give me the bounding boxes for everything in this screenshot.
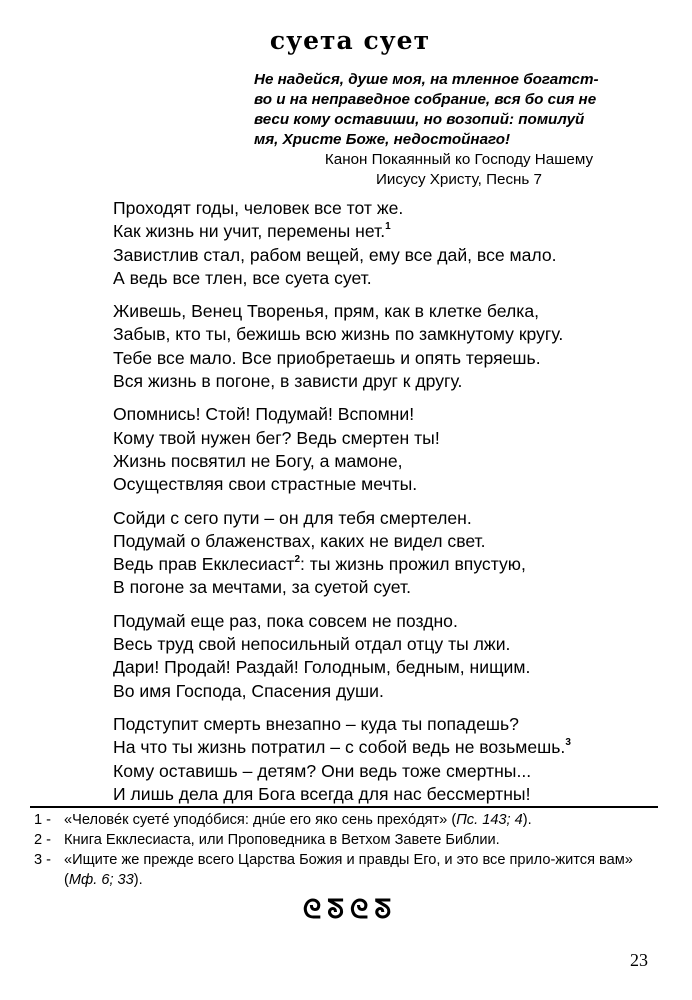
poem-line-text: Забыв, кто ты, бежишь всю жизнь по замкнутому кругу. <box>113 324 564 345</box>
poem-line-text: Жизнь посвятил не Богу, а мамоне, <box>113 450 403 471</box>
poem-line-text: Весь труд свой непосильный отдал отцу ты лжи. <box>113 634 511 655</box>
footnote-marker: 1 <box>385 221 391 233</box>
poem-line-text: Опомнись! Стой! Подумай! Вспомни! <box>113 404 415 425</box>
poem-line <box>113 244 633 267</box>
poem-line-text: Ведь прав Екклесиаст <box>113 554 295 575</box>
stanza <box>113 403 633 496</box>
poem-line-text: Завистлив стал, рабом вещей, ему все дай, все мало. <box>113 244 557 265</box>
poem-line <box>113 760 633 783</box>
footnote-body: Книга Екклесиаста, или Проповедника в Ветхом Завете Библии. <box>64 832 500 848</box>
poem-line <box>113 656 633 679</box>
poem-line <box>113 300 633 323</box>
poem-line <box>113 680 633 703</box>
footnote <box>34 810 664 830</box>
footnote <box>34 850 664 890</box>
poem-line-text: Кому оставишь – детям? Они ведь тоже смертны... <box>113 760 532 781</box>
footnotes <box>34 810 664 890</box>
poem-line-text: Тебе все мало. Все приобретаешь и опять теряешь. <box>113 347 541 368</box>
poem-line-text: Живешь, Венец Творенья, прям, как в клетке белка, <box>113 301 540 322</box>
footnote-text <box>64 850 664 890</box>
footnote-number: 1 - <box>34 812 52 828</box>
epigraph-source-line: Иисусу Христу, Песнь 7 <box>375 171 543 188</box>
footnote-number: 2 - <box>34 832 52 848</box>
poem-line <box>113 220 633 243</box>
poem-line <box>113 323 633 346</box>
poem-line <box>113 473 633 496</box>
poem-line <box>113 610 633 633</box>
poem-line-text: А ведь все тлен, все суета сует. <box>113 267 372 288</box>
footnote-text <box>64 810 664 830</box>
footnote-number: 3 - <box>34 852 52 868</box>
poem-line-text: Подступит смерть внезапно – куда ты попадешь? <box>113 713 519 734</box>
ornament-flourish-icon: ᘓ <box>350 895 375 925</box>
epigraph-source-line: Канон Покаянный ко Господу Нашему <box>324 151 594 168</box>
epigraph-line: во и на неправедное собрание, вся бо сия не <box>254 91 597 108</box>
footnote-marker: 3 <box>565 737 571 749</box>
ornament-flourish-icon: ᘕ <box>327 895 350 925</box>
footnote-text <box>64 830 664 850</box>
epigraph-line: веси кому оставиши, но возопий: помилуй <box>254 111 585 128</box>
epigraph-source <box>254 150 664 190</box>
epigraph-line: мя, Христе Боже, недостойнаго! <box>254 131 511 148</box>
scripture-reference: Пс. 143; 4 <box>456 812 523 828</box>
poem-line <box>113 450 633 473</box>
poem-line-text: Дари! Продай! Раздай! Голодным, бедным, нищим. <box>113 657 531 678</box>
footnote <box>34 830 664 850</box>
ornament-flourish-icon: ᘕ <box>374 895 398 925</box>
poem-line <box>113 783 633 806</box>
poem-line <box>113 370 633 393</box>
footnote-marker: 2 <box>294 554 300 566</box>
poem-line <box>113 530 633 553</box>
poem-line-text: Проходят годы, человек все тот же. <box>113 198 404 218</box>
stanza <box>113 197 633 290</box>
poem-line <box>113 553 633 576</box>
poem-line-text: И лишь дела для Бога всегда для нас бессмертны! <box>113 783 531 804</box>
footnote-body: «Человéк суетé уподóбися: днúе его яко сень прехóдят» ( <box>64 812 457 828</box>
poem-line-text: : ты жизнь прожил впустую, <box>300 554 526 575</box>
poem-line <box>113 633 633 656</box>
poem-line <box>113 347 633 370</box>
poem-body <box>113 197 633 816</box>
ornament-flourish-icon: ᘓ <box>302 895 328 925</box>
footnote-divider <box>30 806 658 808</box>
footnote-body: «Ищите же прежде всего Царства Божия и правды Его, и это все прило-жится вам» ( <box>64 852 633 888</box>
poem-line <box>113 736 633 759</box>
footnote-tail: ). <box>133 872 143 888</box>
poem-line <box>113 427 633 450</box>
poem-line <box>113 507 633 530</box>
poem-line-text: Подумай о блаженствах, каких не видел свет. <box>113 530 486 551</box>
poem-line-text: Осуществляя свои страстные мечты. <box>113 474 418 495</box>
poem-line <box>113 403 633 426</box>
scripture-reference: Мф. 6; 33 <box>68 872 134 888</box>
stanza <box>113 610 633 703</box>
epigraph-line: Не надейся, душе моя, на тленное богатст- <box>254 71 599 88</box>
epigraph <box>254 70 664 150</box>
poem-line-text: Как жизнь ни учит, перемены нет. <box>113 221 386 242</box>
stanza <box>113 300 633 393</box>
poem-line <box>113 576 633 599</box>
page-number: 23 <box>630 950 648 970</box>
stanza <box>113 713 633 806</box>
poem-line-text: В погоне за мечтами, за суетой сует. <box>113 577 411 598</box>
ornament-divider <box>250 895 450 926</box>
poem-line-text: На что ты жизнь потратил – с собой ведь не возьмешь. <box>113 737 566 758</box>
poem-line-text: Кому твой нужен бег? Ведь смертен ты! <box>113 427 440 448</box>
poem-line-text: Вся жизнь в погоне, в зависти друг к другу. <box>113 371 463 392</box>
poem-line-text: Подумай еще раз, пока совсем не поздно. <box>113 610 458 631</box>
poem-line-text: Сойди с сего пути – он для тебя смертелен. <box>113 507 472 528</box>
poem-title: суета сует <box>269 26 431 55</box>
poem-line <box>113 267 633 290</box>
poem-line <box>113 197 633 220</box>
poem-line <box>113 713 633 736</box>
footnote-tail: ). <box>522 812 532 828</box>
poem-line-text: Во имя Господа, Спасения души. <box>113 680 384 701</box>
stanza <box>113 507 633 600</box>
